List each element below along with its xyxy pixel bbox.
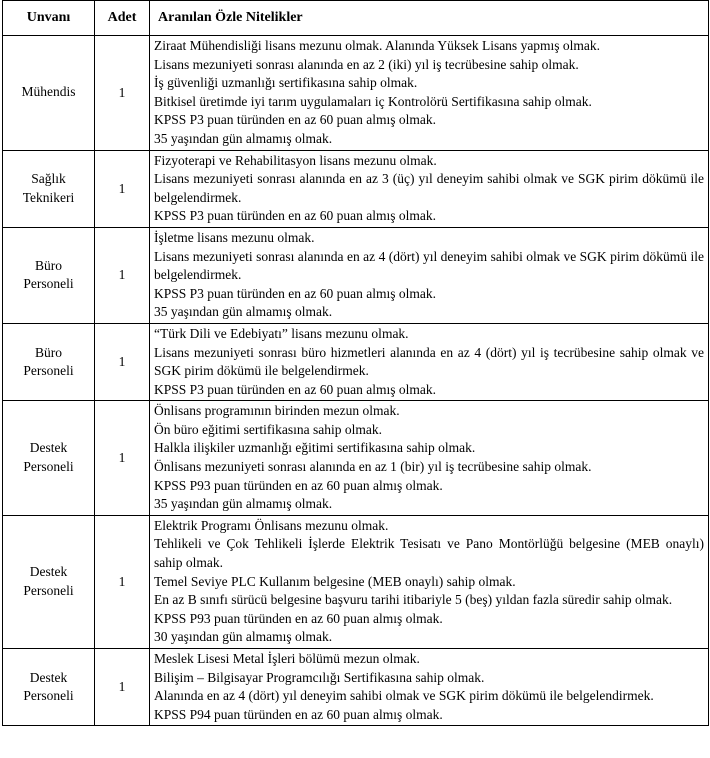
requirement-line: Lisans mezuniyeti sonrası alanında en az 2 (iki) yıl iş tecrübesine sahip olmak. bbox=[154, 56, 579, 72]
requirement-line: Önlisans mezuniyeti sonrası alanında en az 1 (bir) yıl iş tecrübesine sahip olmak. bbox=[154, 459, 592, 475]
position-count: 1 bbox=[95, 36, 150, 151]
table-body bbox=[3, 36, 709, 726]
position-title-line: Personeli bbox=[23, 688, 74, 704]
table-row bbox=[3, 515, 709, 648]
requirement-line: 35 yaşından gün almamış olmak. bbox=[154, 130, 333, 146]
position-count: 1 bbox=[95, 227, 150, 323]
requirement-line: Bitkisel üretimde iyi tarım uygulamaları iç Kontrolörü Sertifikasına sahip olmak. bbox=[154, 93, 592, 109]
requirements-cell bbox=[150, 323, 709, 400]
position-title bbox=[3, 227, 95, 323]
requirement-line: İşletme lisans mezunu olmak. bbox=[154, 229, 315, 245]
requirement-line: “Türk Dili ve Edebiyatı” lisans mezunu olmak. bbox=[154, 325, 409, 341]
table-row bbox=[3, 649, 709, 726]
position-title-line: Personeli bbox=[23, 582, 74, 598]
position-title bbox=[3, 515, 95, 648]
requirement-line: KPSS P94 puan türünden en az 60 puan almış olmak. bbox=[154, 706, 443, 722]
requirement-line: KPSS P3 puan türünden en az 60 puan almış olmak. bbox=[154, 285, 436, 301]
position-count: 1 bbox=[95, 649, 150, 726]
requirement-line: KPSS P93 puan türünden en az 60 puan almış olmak. bbox=[154, 610, 443, 626]
requirement-line: Fizyoterapi ve Rehabilitasyon lisans mezunu olmak. bbox=[154, 152, 437, 168]
position-title-line: Büro bbox=[35, 257, 62, 273]
requirements-cell bbox=[150, 401, 709, 516]
requirement-line: 35 yaşından gün almamış olmak. bbox=[154, 304, 333, 320]
requirement-line: Bilişim – Bilgisayar Programcılığı Sertifikasına sahip olmak. bbox=[154, 669, 485, 685]
requirement-line: KPSS P3 puan türünden en az 60 puan almış olmak. bbox=[154, 112, 436, 128]
requirement-line: Halkla ilişkiler uzmanlığı eğitimi sertifikasına sahip olmak. bbox=[154, 440, 476, 456]
requirement-line: Alanında en az 4 (dört) yıl deneyim sahibi olmak ve SGK pirim dökümü ile belgelendirmek. bbox=[154, 688, 654, 704]
position-title-line: Mühendis bbox=[21, 84, 76, 100]
position-title-line: Destek bbox=[29, 669, 68, 685]
requirements-cell bbox=[150, 150, 709, 227]
requirement-line: KPSS P93 puan türünden en az 60 puan almış olmak. bbox=[154, 477, 443, 493]
position-title-line: Destek bbox=[29, 564, 68, 580]
requirement-line: Lisans mezuniyeti sonrası alanında en az 4 (dört) yıl deneyim sahibi olmak ve SGK pirim dökümü ile belgelendirmek. bbox=[154, 248, 704, 283]
position-title-line: Personeli bbox=[23, 459, 74, 475]
header-title: Unvanı bbox=[3, 1, 95, 36]
requirements-cell bbox=[150, 649, 709, 726]
requirements-table bbox=[2, 0, 709, 726]
requirement-line: Önlisans programının birinden mezun olmak. bbox=[154, 403, 400, 419]
header-count: Adet bbox=[95, 1, 150, 36]
requirement-line: 30 yaşından gün almamış olmak. bbox=[154, 629, 333, 645]
position-count: 1 bbox=[95, 515, 150, 648]
position-title-line: Personeli bbox=[23, 276, 74, 292]
requirements-cell bbox=[150, 515, 709, 648]
table-row bbox=[3, 36, 709, 151]
requirement-line: 35 yaşından gün almamış olmak. bbox=[154, 496, 333, 512]
requirement-line: Lisans mezuniyeti sonrası büro hizmetleri alanında en az 4 (dört) yıl iş tecrübesine sahip olmak ve SGK pirim dökümü ile belgelendirmek. bbox=[154, 344, 704, 379]
requirement-line: En az B sınıfı sürücü belgesine başvuru tarihi itibariyle 5 (beş) yıldan fazla süredir sahip olmak. bbox=[154, 592, 673, 608]
table-row bbox=[3, 323, 709, 400]
position-count: 1 bbox=[95, 323, 150, 400]
requirement-line: İş güvenliği uzmanlığı sertifikasına sahip olmak. bbox=[154, 75, 418, 91]
requirement-line: KPSS P3 puan türünden en az 60 puan almış olmak. bbox=[154, 208, 436, 224]
table-row bbox=[3, 150, 709, 227]
requirement-line: Ön büro eğitimi sertifikasına sahip olmak. bbox=[154, 421, 382, 437]
position-title bbox=[3, 36, 95, 151]
position-title bbox=[3, 323, 95, 400]
header-row bbox=[3, 1, 709, 36]
position-title-line: Personeli bbox=[23, 363, 74, 379]
position-count: 1 bbox=[95, 401, 150, 516]
position-title bbox=[3, 150, 95, 227]
table-row bbox=[3, 401, 709, 516]
requirement-line: Elektrik Programı Önlisans mezunu olmak. bbox=[154, 517, 389, 533]
requirement-line: KPSS P3 puan türünden en az 60 puan almış olmak. bbox=[154, 381, 436, 397]
position-count: 1 bbox=[95, 150, 150, 227]
requirement-line: Meslek Lisesi Metal İşleri bölümü mezun olmak. bbox=[154, 651, 420, 666]
position-title-line: Destek bbox=[29, 440, 68, 456]
requirement-line: Lisans mezuniyeti sonrası alanında en az 3 (üç) yıl deneyim sahibi olmak ve SGK pirim dökümü ile belgelendirmek. bbox=[154, 171, 704, 205]
table-row bbox=[3, 227, 709, 323]
requirements-cell bbox=[150, 227, 709, 323]
position-title-line: Sağlık bbox=[31, 171, 66, 187]
position-title-line: Teknikeri bbox=[22, 189, 75, 205]
position-title bbox=[3, 401, 95, 516]
requirement-line: Ziraat Mühendisliği lisans mezunu olmak. Alanında Yüksek Lisans yapmış olmak. bbox=[154, 38, 601, 53]
requirements-cell bbox=[150, 36, 709, 151]
requirement-line: Tehlikeli ve Çok Tehlikeli İşlerde Elektrik Tesisatı ve Pano Montörlüğü belgesine (MEB onaylı) sahip olmak. bbox=[154, 536, 704, 571]
requirement-line: Temel Seviye PLC Kullanım belgesine (MEB onaylı) sahip olmak. bbox=[154, 573, 516, 589]
position-title-line: Büro bbox=[35, 344, 62, 360]
position-title bbox=[3, 649, 95, 726]
header-requirements: Aranılan Özle Nitelikler bbox=[150, 1, 709, 36]
